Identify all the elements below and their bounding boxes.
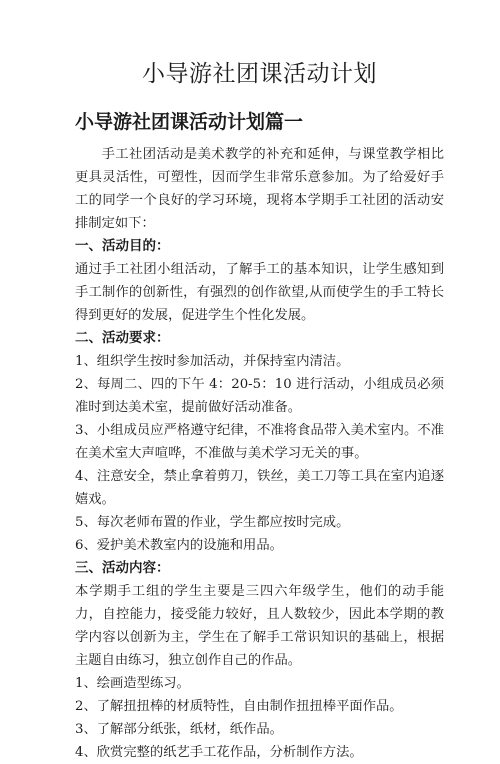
document-title: 小导游社团课活动计划 — [142, 61, 377, 87]
section-body: 本学期手工组的学生主要是三四六年级学生，他们的动手能力，自控能力，接受能力较好，且人数较少，因此本学期的教学内容以创新为主，学生在了解手工常识知识的基础上，根据主题自由练习，独立创作自己的作品。 — [75, 584, 444, 668]
list-item: 6、爱护美术教室内的设施和用品。 — [75, 538, 283, 553]
section-heading: 三、活动内容： — [75, 560, 170, 576]
intro-paragraph: 手工社团活动是美术教学的补充和延伸，与课堂教学相比更具灵活性，可塑性，因而学生非常乐意参加。为了给爱好手工的同学一个良好的学习环境，现将本学期手工社团的活动安排制定如下： — [75, 147, 444, 231]
list-item: 1、绘画造型练习。 — [75, 676, 190, 691]
section-heading: 一、活动目的： — [75, 238, 170, 254]
section-content — [75, 557, 444, 764]
document-subtitle: 小导游社团课活动计划篇一 — [75, 111, 304, 133]
section-heading: 二、活动要求： — [75, 330, 170, 346]
list-item: 5、每次老师布置的作业，学生都应按时完成。 — [75, 515, 350, 530]
list-item: 2、每周二、四的下午 4：20-5：10 进行活动，小组成员必须准时到达美术室，提前做好活动准备。 — [75, 377, 444, 415]
list-item: 2、了解扭扭棒的材质特性，自由制作扭扭棒平面作品。 — [75, 699, 403, 714]
section-purpose — [75, 235, 444, 327]
list-item: 4、欣赏完整的纸艺手工花作品，分析制作方法。 — [75, 745, 363, 760]
list-item: 1、组织学生按时参加活动，并保持室内清洁。 — [75, 354, 350, 369]
section-body: 通过手工社团小组活动，了解手工的基本知识，让学生感知到手工制作的创新性，有强烈的创作欲望,从而使学生的手工特长得到更好的发展，促进学生个性化发展。 — [75, 262, 444, 323]
list-item: 3、小组成员应严格遵守纪律，不准将食品带入美术室内。不准在美术室大声喧哗，不准做与美术学习无关的事。 — [75, 423, 444, 461]
section-requirements — [75, 327, 444, 557]
list-item: 4、注意安全，禁止拿着剪刀，铁丝，美工刀等工具在室内追逐嬉戏。 — [75, 469, 444, 507]
list-item: 3、了解部分纸张，纸材，纸作品。 — [75, 722, 283, 737]
